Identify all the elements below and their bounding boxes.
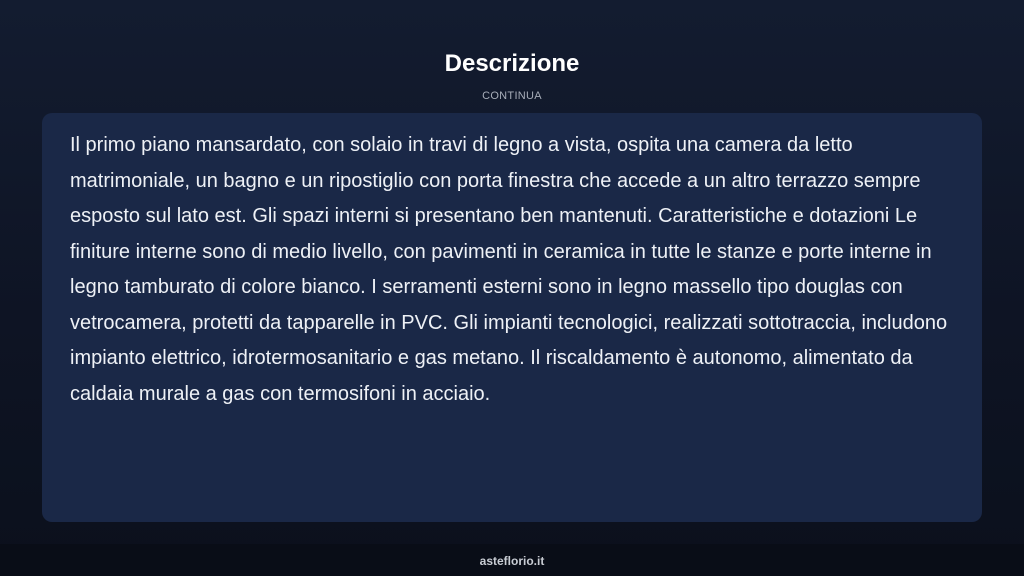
page-title: Descrizione [444,50,580,77]
footer-bar [0,544,1024,576]
brand-label: asteflorio.it [479,554,545,568]
description-card [42,113,982,522]
continue-label: CONTINUA [482,90,542,102]
description-text: Il primo piano mansardato, con solaio in travi di legno a vista, ospita una camera da letto matrimoniale, un bagno e un ripostiglio con porta finestra che accede a un altro terrazzo sempre esposto sul lato est. Gli spazi interni si presentano ben mantenuti. Caratteristiche e dotazioni Le finiture interne sono di medio livello, con pavimenti in ceramica in tutte le stanze e porte interne in legno tamburato di colore bianco. I serramenti esterni sono in legno massello tipo douglas con vetrocamera, protetti da tapparelle in PVC. Gli impianti tecnologici, realizzati sottotraccia, includono impianto elettrico, idrotermosanitario e gas metano. Il riscaldamento è autonomo, alimentato da caldaia murale a gas con termosifoni in acciaio. [70,134,948,405]
